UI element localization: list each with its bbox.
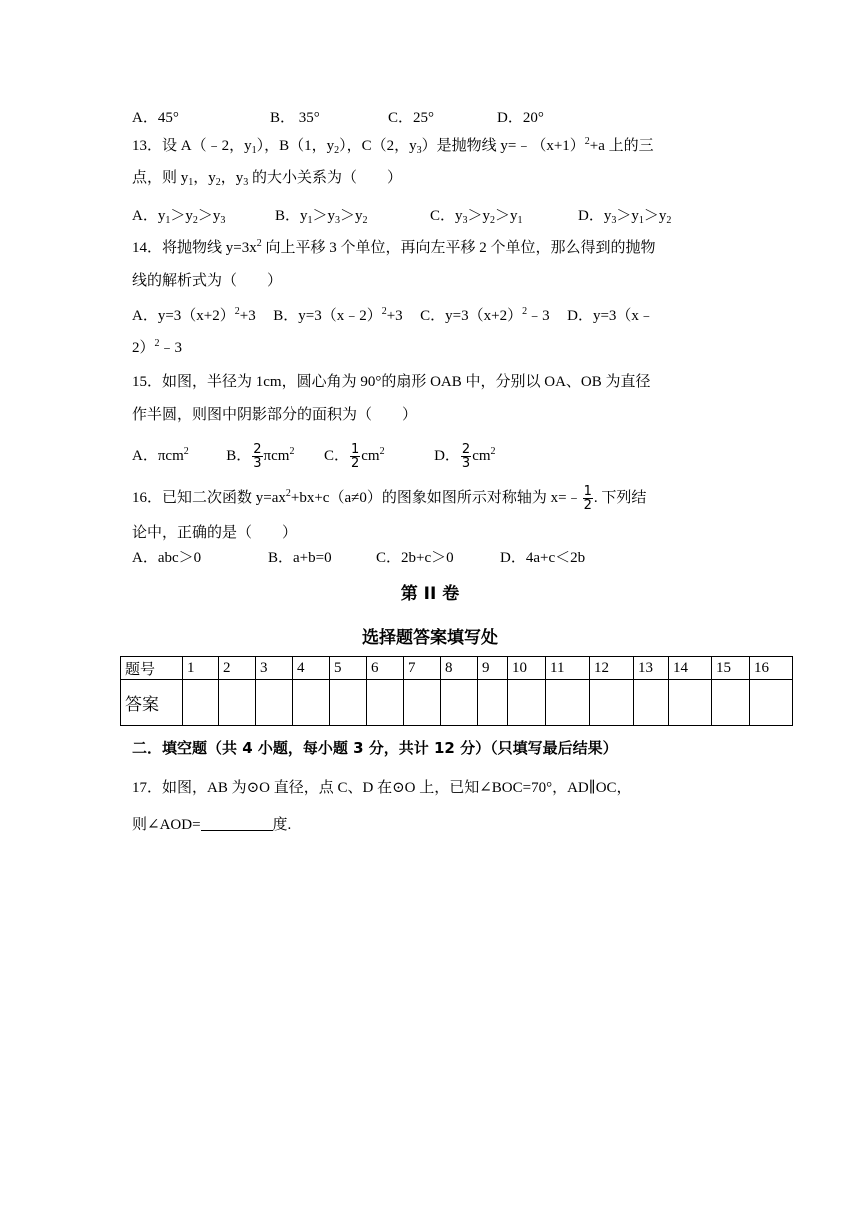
answer-cell[interactable] (669, 680, 712, 726)
q16-line1: 16．已知二次函数 $y=ax^2+bx+c(a\ne 0)$的图象如图所示对称轴为 x=﹣ $\frac{1}{2}$ . 下列结 (132, 484, 647, 514)
q16-option-c: C．2b+c＞0 (376, 550, 454, 566)
q13-option-c: C．$y_3>y_2>y_1$ (430, 208, 523, 226)
fraction: $\frac{2}{3}$ (253, 442, 262, 472)
answer-cell[interactable] (293, 680, 330, 726)
q15-options (132, 438, 496, 474)
question-number: 6 (367, 657, 404, 680)
question-number: 5 (330, 657, 367, 680)
question-number: 1 (183, 657, 219, 680)
q14-line2: 线的解析式为（ ） (132, 273, 283, 289)
q14-option-b: B．y=3（x﹣2）$^2$+3 (273, 306, 403, 324)
answer-cell[interactable] (219, 680, 256, 726)
question-number: 3 (256, 657, 293, 680)
question-number: 8 (441, 657, 478, 680)
answer-cell[interactable] (183, 680, 219, 726)
table-row (121, 680, 793, 726)
q16-line2: 论中，正确的是（ ） (132, 525, 298, 541)
answer-cell[interactable] (441, 680, 478, 726)
answer-cell[interactable] (404, 680, 441, 726)
answer-cell[interactable] (478, 680, 508, 726)
q13-line1: 13．设 A（﹣2，$y_1$），B（1，$y_2$），C（2，$y_3$）是抛物线 $y=﹣(x+1)^2+a$ 上的三 (132, 136, 654, 156)
q13-option-a: A．$y_1>y_2>y_3$ (132, 208, 226, 226)
q13-option-d: D．$y_3>y_1>y_2$ (578, 208, 672, 226)
q12-option-b: B． 35° (270, 110, 320, 126)
answer-cell[interactable] (590, 680, 634, 726)
question-number: 10 (508, 657, 546, 680)
q15-line2: 作半圆，则图中阴影部分的面积为（ ） (132, 407, 418, 423)
q15-option-d: D． $\frac{2}{3}$ $cm^2$ (434, 442, 496, 472)
answer-cell[interactable] (750, 680, 793, 726)
table-header-cell: 答案 (121, 680, 183, 726)
q14-option-c: C．$y=3(x+2)^2﹣3$ (420, 306, 550, 324)
answer-table (120, 656, 793, 726)
question-number: 4 (293, 657, 330, 680)
q14-line3 (132, 306, 654, 326)
q14-option-d: D．y=3（x﹣ (567, 308, 654, 324)
answer-cell[interactable] (546, 680, 590, 726)
answer-blank[interactable] (201, 816, 273, 831)
q14-option-a: A．$y=3(x+2)^2+3$ (132, 306, 256, 324)
fraction: $\frac{2}{3}$ (461, 442, 471, 472)
question-number: 14 (669, 657, 712, 680)
table-row (121, 657, 793, 680)
question-number: 11 (546, 657, 590, 680)
section-heading: 二．填空题（共 4 小题，每小题 3 分，共计 12 分）（只填写最后结果） (132, 739, 618, 757)
q14-line4: 2）$^2$﹣3 (132, 338, 183, 356)
q16-option-b: B．a+b=0 (268, 550, 332, 566)
answer-cell[interactable] (634, 680, 669, 726)
answer-cell[interactable] (508, 680, 546, 726)
q14-line1: 14．将抛物线 $y=3x^2$ 向上平移 3 个单位，再向左平移 2 个单位，那么得到的抛物 (132, 238, 656, 256)
answer-cell[interactable] (256, 680, 293, 726)
question-number: 7 (404, 657, 441, 680)
q12-option-c: C．25° (388, 110, 435, 126)
question-number: 9 (478, 657, 508, 680)
q17-line1: 17．如图，AB 为⊙O 直径，点 C、D 在⊙O 上，已知∠BOC=70°，AD∥OC， (132, 780, 632, 796)
answer-cell[interactable] (330, 680, 367, 726)
fraction: $\frac{1}{2}$ (583, 484, 592, 514)
q15-option-a: A．πcm$^2$ (132, 446, 189, 464)
q16-option-a: A．abc＞0 (132, 550, 202, 566)
table-header-cell: 题号 (121, 657, 183, 680)
question-number: 12 (590, 657, 634, 680)
q15-line1: 15．如图，半径为 1cm，圆心角为 90°的扇形 OAB 中，分别以 OA、OB 为直径 (132, 374, 651, 390)
q13-line2: 点，则 $y_1$，$y_2$，$y_3$ 的大小关系为（ ） (132, 170, 403, 188)
question-number: 13 (634, 657, 669, 680)
question-number: 2 (219, 657, 256, 680)
question-number: 16 (750, 657, 793, 680)
part-title: 第 II 卷 (400, 584, 460, 604)
q12-option-d: D．20° (497, 110, 544, 126)
answer-cell[interactable] (712, 680, 750, 726)
q16-option-d: D．4a+c＜2b (500, 550, 586, 566)
question-number: 15 (712, 657, 750, 680)
q15-option-b: B． $\frac{2}{3}$ πcm$^2$ (226, 442, 295, 472)
answer-section-title: 选择题答案填写处 (362, 628, 498, 648)
q15-option-c: C． $\frac{1}{2}$ $cm^2$ (323, 442, 385, 472)
answer-cell[interactable] (367, 680, 404, 726)
q12-option-a: A．45° (132, 110, 179, 126)
fraction: $\frac{1}{2}$ (350, 442, 360, 472)
q13-option-b: B．$y_1>y_3>y_2$ (275, 208, 368, 226)
q17-line2: 则∠AOD= 度. (132, 817, 292, 833)
